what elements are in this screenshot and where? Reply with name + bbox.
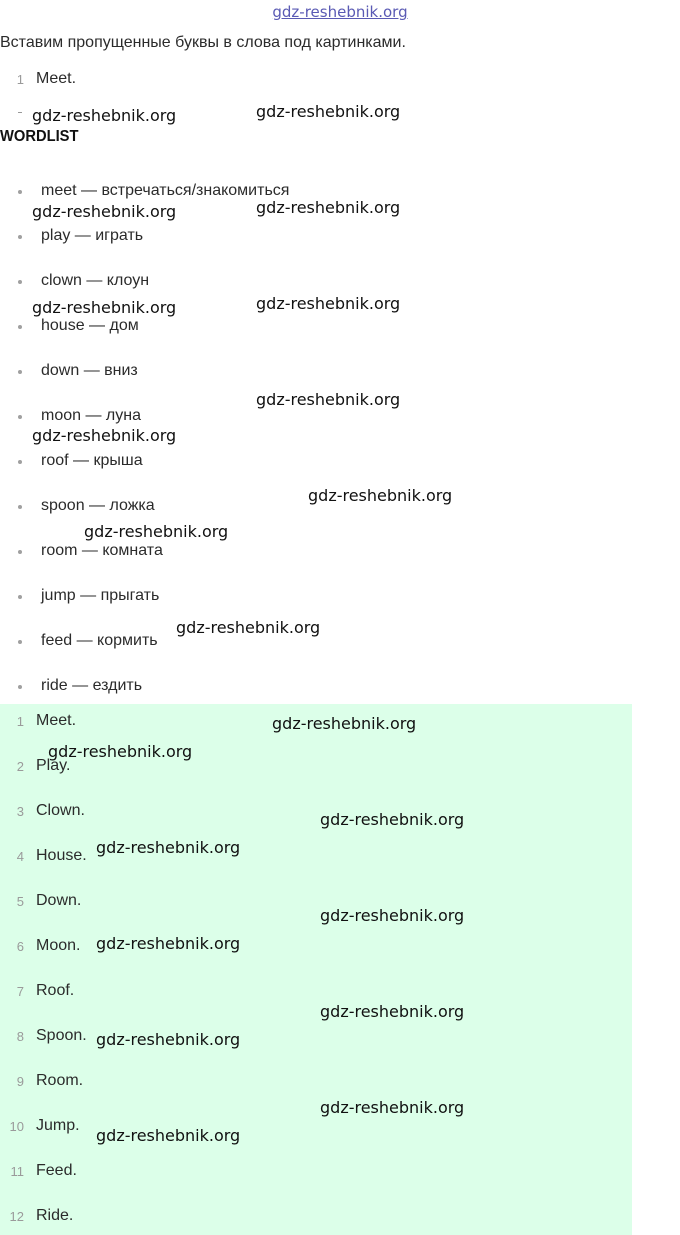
wordlist-entry: spoon — ложка xyxy=(41,497,155,514)
answer-word: Meet. xyxy=(36,712,77,729)
answer-number: 4 xyxy=(16,849,24,864)
answer-row xyxy=(0,847,620,869)
answer-block xyxy=(0,704,632,1235)
answer-row xyxy=(0,892,620,914)
bullet-icon xyxy=(18,640,22,644)
answer-word: Down. xyxy=(36,892,82,909)
wordlist-entry: ride — ездить xyxy=(41,677,143,694)
watermark-text: gdz-reshebnik.org xyxy=(308,486,453,505)
wordlist-heading: WORDLIST xyxy=(0,128,79,145)
wordlist-item xyxy=(0,272,500,294)
bullet-icon xyxy=(18,190,22,194)
answer-number: 11 xyxy=(10,1164,24,1179)
wordlist-entry: moon — луна xyxy=(41,407,141,424)
answer-word: Jump. xyxy=(36,1117,80,1134)
answer-number: 8 xyxy=(16,1029,24,1044)
answer-word: Clown. xyxy=(36,802,85,819)
first-item-word: Meet. xyxy=(36,70,77,87)
watermark-text: gdz-reshebnik.org xyxy=(256,294,401,313)
answer-row xyxy=(0,1162,620,1184)
watermark-text: gdz-reshebnik.org xyxy=(84,522,229,541)
wordlist-entry: play — играть xyxy=(41,227,144,244)
wordlist-entry: meet — встречаться/знакомиться xyxy=(41,182,290,199)
bullet-icon xyxy=(18,550,22,554)
bullet-icon xyxy=(18,370,22,374)
bullet-icon xyxy=(18,235,22,239)
answer-number: 7 xyxy=(16,984,24,999)
answer-word: Play. xyxy=(36,757,71,774)
answer-row xyxy=(0,1117,620,1139)
watermark-text: gdz-reshebnik.org xyxy=(176,618,321,637)
wordlist-item xyxy=(0,317,500,339)
watermark-text: gdz-reshebnik.org xyxy=(96,1126,241,1145)
watermark-text: gdz-reshebnik.org xyxy=(320,906,465,925)
wordlist-item xyxy=(0,587,500,609)
watermark-text: gdz-reshebnik.org xyxy=(272,714,417,733)
watermark-text: gdz-reshebnik.org xyxy=(320,1098,465,1117)
wordlist-entry: down — вниз xyxy=(41,362,138,379)
wordlist-item xyxy=(0,362,500,384)
watermark-text: gdz-reshebnik.org xyxy=(256,390,401,409)
bullet-icon xyxy=(18,325,22,329)
answer-row xyxy=(0,1072,620,1094)
watermark-text: gdz-reshebnik.org xyxy=(96,838,241,857)
site-link[interactable]: gdz-reshebnik.org xyxy=(272,3,408,21)
answer-number: 3 xyxy=(16,804,24,819)
answer-row xyxy=(0,802,620,824)
watermark-text: gdz-reshebnik.org xyxy=(320,1002,465,1021)
watermark-text: gdz-reshebnik.org xyxy=(32,202,177,221)
wordlist-entry: jump — прыгать xyxy=(41,587,160,604)
answer-word: Room. xyxy=(36,1072,84,1089)
wordlist-item xyxy=(0,452,500,474)
wordlist-entry: house — дом xyxy=(41,317,139,334)
answer-word: Roof. xyxy=(36,982,75,999)
bullet-icon xyxy=(18,460,22,464)
watermark-text: gdz-reshebnik.org xyxy=(96,934,241,953)
answer-number: 5 xyxy=(16,894,24,909)
wordlist-entry: room — комната xyxy=(41,542,163,559)
bullet-icon xyxy=(18,595,22,599)
answer-row xyxy=(0,1027,620,1049)
answer-row xyxy=(0,937,620,959)
bullet-icon xyxy=(18,280,22,284)
answer-number: 9 xyxy=(16,1074,24,1089)
answer-number: 12 xyxy=(9,1209,24,1224)
wordlist-entry: roof — крыша xyxy=(41,452,143,469)
task-instruction: Вставим пропущенные буквы в слова под картинками. xyxy=(0,34,406,51)
wordlist-entry: feed — кормить xyxy=(41,632,158,649)
answer-number: 6 xyxy=(16,939,24,954)
wordlist-item xyxy=(0,227,500,249)
watermark-text: gdz-reshebnik.org xyxy=(32,426,177,445)
answer-word: Ride. xyxy=(36,1207,74,1224)
wordlist-item xyxy=(0,542,500,564)
watermark-text: gdz-reshebnik.org xyxy=(320,810,465,829)
wordlist-item xyxy=(0,677,500,699)
answer-word: Feed. xyxy=(36,1162,77,1179)
watermark-text: gdz-reshebnik.org xyxy=(48,742,193,761)
watermark-text: gdz-reshebnik.org xyxy=(32,106,177,125)
bullet-icon xyxy=(18,505,22,509)
list-marker xyxy=(18,112,22,113)
answer-number: 2 xyxy=(16,759,24,774)
answer-number: 1 xyxy=(16,714,24,729)
bullet-icon xyxy=(18,415,22,419)
bullet-icon xyxy=(18,685,22,689)
watermark-text: gdz-reshebnik.org xyxy=(256,198,401,217)
answer-word: Moon. xyxy=(36,937,81,954)
watermark-text: gdz-reshebnik.org xyxy=(96,1030,241,1049)
watermark-text: gdz-reshebnik.org xyxy=(256,102,401,121)
wordlist-item xyxy=(0,182,500,204)
answer-word: Spoon. xyxy=(36,1027,87,1044)
answer-word: House. xyxy=(36,847,87,864)
answer-number: 10 xyxy=(9,1119,24,1134)
watermark-text: gdz-reshebnik.org xyxy=(32,298,177,317)
first-item-number: 1 xyxy=(16,72,24,87)
answer-row xyxy=(0,1207,620,1229)
wordlist-entry: clown — клоун xyxy=(41,272,150,289)
answer-row xyxy=(0,982,620,1004)
